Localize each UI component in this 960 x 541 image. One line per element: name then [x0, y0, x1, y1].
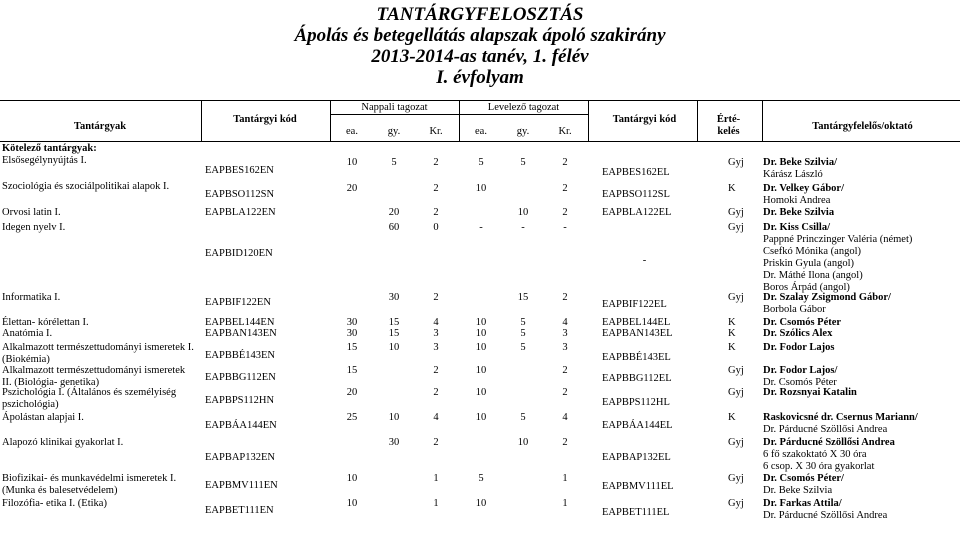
course-name: Élettan- kórélettan I. — [2, 317, 89, 328]
course-code-part: EAPBAP132EL — [602, 452, 671, 463]
col-divider — [588, 100, 589, 141]
course-name: Informatika I. — [2, 292, 61, 303]
responsible-person: Dr. Beke Szilvia — [763, 207, 835, 218]
header-kr: Kr. — [429, 126, 443, 137]
hours-cell: 15 — [517, 292, 529, 303]
course-code-part: EAPBIF122EL — [602, 299, 667, 310]
header-fulltime: Nappali tagozat — [361, 102, 428, 113]
hours-cell: 10 — [517, 437, 529, 448]
course-code-part: EAPBBÉ143EL — [602, 352, 671, 363]
hours-cell: 30 — [388, 292, 400, 303]
hours-cell: 10 — [475, 328, 487, 339]
responsible-person: 6 fő szakoktató X 30 óra — [763, 449, 867, 460]
header-subjects: Tantárgyak — [73, 121, 127, 132]
program-title: Ápolás és betegellátás alapszak ápoló szakirány — [294, 25, 666, 46]
header-code-part: Tantárgyi kód — [612, 114, 677, 125]
hours-cell: 10 — [475, 387, 487, 398]
hours-cell: 2 — [433, 157, 439, 168]
responsible-person: Borbola Gábor — [763, 304, 826, 315]
responsible-person: Dr. Szólics Alex — [763, 328, 833, 339]
evaluation-type: Gyj — [728, 222, 744, 233]
responsible-person: Dr. Párducné Szöllősi Andrea — [763, 437, 895, 448]
course-code-fulltime: EAPBÁA144EN — [205, 420, 277, 431]
course-name: Alkalmazott természettudományi ismeretek — [2, 365, 186, 376]
hours-cell: 1 — [562, 473, 568, 484]
hours-cell: 4 — [433, 412, 439, 423]
hours-cell: 2 — [562, 387, 568, 398]
hours-cell: 15 — [388, 328, 400, 339]
course-code-fulltime: EAPBBG112EN — [205, 372, 276, 383]
hours-cell: 30 — [346, 328, 358, 339]
evaluation-type: K — [728, 412, 736, 423]
hours-cell: 10 — [475, 342, 487, 353]
evaluation-type: K — [728, 328, 736, 339]
header-code-full: Tantárgyi kód — [233, 114, 297, 125]
course-name: Elsősegélynyújtás I. — [2, 155, 87, 166]
course-code-part: EAPBÁA144EL — [602, 420, 673, 431]
course-code-fulltime: EAPBSO112SN — [205, 189, 275, 200]
hours-cell: 2 — [433, 387, 439, 398]
responsible-person: Dr. Csomós Péter — [763, 377, 837, 388]
hours-cell: 10 — [475, 317, 487, 328]
course-name: Alkalmazott természettudományi ismeretek I. — [2, 342, 194, 353]
hours-cell: 25 — [346, 412, 358, 423]
responsible-person: Dr. Fodor Lajos — [763, 342, 835, 353]
year-level: I. évfolyam — [436, 67, 524, 88]
hours-cell: 2 — [562, 207, 568, 218]
responsible-person: Dr. Párducné Szöllősi Andrea — [763, 424, 888, 435]
course-code-fulltime: EAPBPS112HN — [205, 395, 275, 406]
hours-cell: 3 — [562, 328, 568, 339]
course-code-part: EAPBMV111EL — [602, 481, 674, 492]
hours-cell: 5 — [520, 157, 526, 168]
responsible-person: Dr. Csomós Péter — [763, 317, 842, 328]
academic-year: 2013-2014-as tanév, 1. félév — [371, 46, 589, 67]
evaluation-type: Gyj — [728, 437, 744, 448]
course-code-fulltime: EAPBIF122EN — [205, 297, 271, 308]
header-bottom-rule — [0, 141, 960, 142]
hours-cell: 10 — [346, 498, 358, 509]
responsible-person: Boros Árpád (angol) — [763, 282, 850, 293]
hours-cell: 10 — [475, 412, 487, 423]
hours-cell: 3 — [562, 342, 568, 353]
hours-cell: 4 — [562, 412, 568, 423]
hours-cell: 2 — [562, 437, 568, 448]
document-title: TANTÁRGYFELOSZTÁS — [376, 4, 584, 25]
course-code-part: EAPBAN143EL — [602, 328, 673, 339]
responsible-person: Priskin Gyula (angol) — [763, 258, 854, 269]
hours-cell: 5 — [520, 328, 526, 339]
header-ea: ea. — [475, 126, 487, 137]
course-code-part: EAPBLA122EL — [602, 207, 672, 218]
course-name: Ápolástan alapjai I. — [2, 412, 84, 423]
responsible-person: Dr. Párducné Szöllősi Andrea — [763, 510, 888, 521]
hours-cell: 3 — [433, 342, 439, 353]
hours-cell: 10 — [388, 412, 400, 423]
responsible-person: Dr. Fodor Lajos/ — [763, 365, 838, 376]
hours-cell: 10 — [346, 157, 358, 168]
responsible-person: Dr. Rozsnyai Katalin — [763, 387, 857, 398]
responsible-person: Csefkó Mónika (angol) — [763, 246, 861, 257]
hours-cell: 1 — [562, 498, 568, 509]
header-correspondence: Levelező tagozat — [487, 102, 560, 113]
responsible-person: Dr. Farkas Attila/ — [763, 498, 842, 509]
course-code-part: - — [642, 255, 647, 266]
hours-cell: 2 — [433, 183, 439, 194]
course-name: Szociológia és szociálpolitikai alapok I. — [2, 181, 170, 192]
header-evaluation: Érté-kelés — [716, 114, 741, 137]
responsible-person: Dr. Beke Szilvia — [763, 485, 833, 496]
course-code-part: EAPBES162EL — [602, 167, 670, 178]
evaluation-type: Gyj — [728, 207, 744, 218]
course-name: Pszichológia I. (Általános és személyiség — [2, 387, 177, 398]
hours-cell: 20 — [388, 207, 400, 218]
col-divider — [201, 100, 202, 141]
hours-cell: 4 — [562, 317, 568, 328]
responsible-person: Dr. Kiss Csilla/ — [763, 222, 830, 233]
hours-cell: 0 — [433, 222, 439, 233]
responsible-person: Homoki Andrea — [763, 195, 831, 206]
evaluation-type: Gyj — [728, 292, 744, 303]
hours-cell: 60 — [388, 222, 400, 233]
header-responsible: Tantárgyfelelős/oktató — [812, 121, 913, 132]
hours-cell: 5 — [520, 412, 526, 423]
course-name: (Biokémia) — [2, 354, 50, 365]
evaluation-type: Gyj — [728, 365, 744, 376]
hours-cell: 30 — [388, 437, 400, 448]
course-name: Biofizikai- és munkavédelmi ismeretek I. — [2, 473, 177, 484]
evaluation-type: Gyj — [728, 498, 744, 509]
hours-cell: 20 — [346, 183, 358, 194]
course-code-part: EAPBET111EL — [602, 507, 670, 518]
hours-cell: 4 — [433, 317, 439, 328]
responsible-person: Dr. Szalay Zsigmond Gábor/ — [763, 292, 891, 303]
hours-cell: - — [521, 222, 525, 233]
hours-cell: - — [479, 222, 483, 233]
hours-cell: 2 — [433, 292, 439, 303]
responsible-person: Raskovicsné dr. Csernus Mariann/ — [763, 412, 918, 423]
course-name: Anatómia I. — [2, 328, 53, 339]
evaluation-type: Gyj — [728, 473, 744, 484]
hours-cell: 30 — [346, 317, 358, 328]
col-divider — [697, 100, 698, 141]
col-divider — [762, 100, 763, 141]
hours-cell: 1 — [433, 473, 439, 484]
hours-cell: 2 — [562, 183, 568, 194]
course-code-fulltime: EAPBET111EN — [205, 505, 274, 516]
hours-cell: 5 — [520, 317, 526, 328]
header-ea: ea. — [346, 126, 358, 137]
responsible-person: Dr. Csomós Péter/ — [763, 473, 844, 484]
course-name: II. (Biológia- genetika) — [2, 377, 100, 388]
responsible-person: Kárász László — [763, 169, 823, 180]
hours-cell: 10 — [475, 365, 487, 376]
hours-cell: 10 — [517, 207, 529, 218]
evaluation-type: Gyj — [728, 157, 744, 168]
hours-cell: 5 — [478, 473, 484, 484]
course-code-fulltime: EAPBEL144EN — [205, 317, 275, 328]
hours-cell: 2 — [562, 292, 568, 303]
hours-cell: - — [563, 222, 567, 233]
hours-cell: 20 — [346, 387, 358, 398]
section-mandatory: Kötelező tantárgyak: — [2, 143, 97, 154]
header-gy: gy. — [387, 126, 401, 137]
course-code-part: EAPBPS112HL — [602, 397, 670, 408]
hours-cell: 10 — [475, 183, 487, 194]
hours-cell: 10 — [346, 473, 358, 484]
hours-cell: 5 — [520, 342, 526, 353]
hours-cell: 15 — [346, 365, 358, 376]
course-code-fulltime: EAPBAP132EN — [205, 452, 276, 463]
hours-cell: 2 — [562, 365, 568, 376]
course-code-part: EAPBBG112EL — [602, 373, 672, 384]
responsible-person: Dr. Beke Szilvia/ — [763, 157, 837, 168]
responsible-person: Dr. Máthé Ilona (angol) — [763, 270, 863, 281]
hours-cell: 15 — [346, 342, 358, 353]
responsible-person: Dr. Velkey Gábor/ — [763, 183, 844, 194]
course-code-part: EAPBSO112SL — [602, 189, 670, 200]
header-kr: Kr. — [558, 126, 572, 137]
hours-cell: 2 — [433, 437, 439, 448]
course-code-fulltime: EAPBLA122EN — [205, 207, 276, 218]
evaluation-type: Gyj — [728, 387, 744, 398]
header-gy: gy. — [516, 126, 530, 137]
course-name: pszichológia) — [2, 399, 59, 410]
evaluation-type: K — [728, 342, 736, 353]
responsible-person: Pappné Princzinger Valéria (német) — [763, 234, 913, 245]
course-name: Alapozó klinikai gyakorlat I. — [2, 437, 124, 448]
course-name: Filozófia- etika I. (Etika) — [2, 498, 107, 509]
hours-cell: 5 — [391, 157, 397, 168]
course-code-fulltime: EAPBES162EN — [205, 165, 274, 176]
course-code-fulltime: EAPBAN143EN — [205, 328, 277, 339]
hours-cell: 2 — [562, 157, 568, 168]
course-name: Idegen nyelv I. — [2, 222, 66, 233]
hours-cell: 2 — [433, 365, 439, 376]
evaluation-type: K — [728, 183, 736, 194]
hours-cell: 10 — [475, 498, 487, 509]
evaluation-type: K — [728, 317, 736, 328]
header-top-rule — [0, 100, 960, 101]
course-name: (Munka és balesetvédelem) — [2, 485, 118, 496]
responsible-person: 6 csop. X 30 óra gyakorlat — [763, 461, 875, 472]
hours-cell: 2 — [433, 207, 439, 218]
hours-cell: 5 — [478, 157, 484, 168]
hours-cell: 15 — [388, 317, 400, 328]
course-code-fulltime: EAPBID120EN — [205, 248, 273, 259]
course-code-fulltime: EAPBMV111EN — [205, 480, 278, 491]
hours-cell: 3 — [433, 328, 439, 339]
hours-cell: 10 — [388, 342, 400, 353]
course-code-part: EAPBEL144EL — [602, 317, 671, 328]
course-name: Orvosi latin I. — [2, 207, 61, 218]
course-code-fulltime: EAPBBÉ143EN — [205, 350, 276, 361]
hours-cell: 1 — [433, 498, 439, 509]
